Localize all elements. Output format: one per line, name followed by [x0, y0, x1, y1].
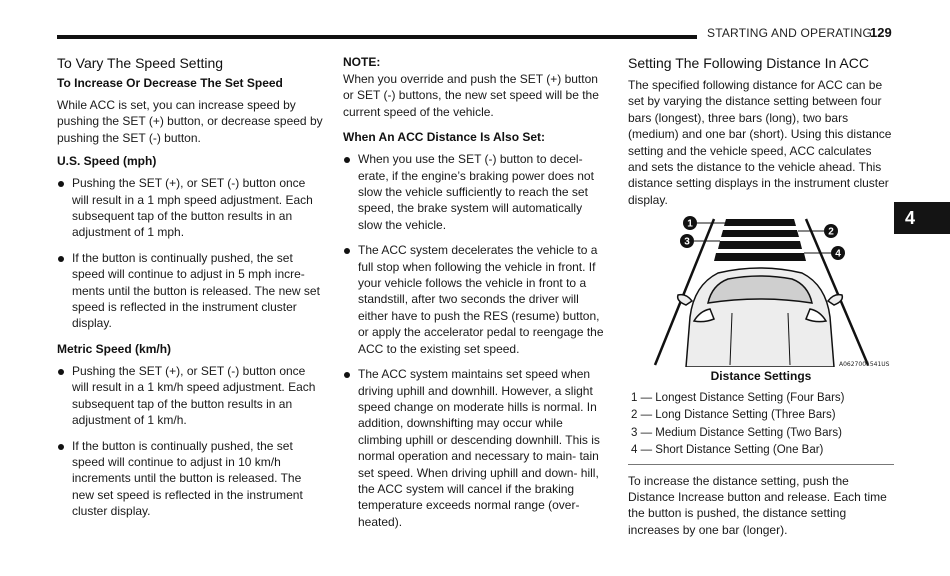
subsection-title: To Increase Or Decrease The Set Speed — [57, 76, 283, 90]
section-title: To Vary The Speed Setting — [57, 55, 224, 71]
intro-paragraph: The specified following distance for ACC can be set by varying the distance setting between four bars (longest), three bars (long), two bars (medium) and one bar (short). Using this distance setting and the vehicle speed, ACC calculates and sets the distance to the vehicle ahead. This distance setting displays in the instrument cluster display. — [628, 78, 892, 207]
us-speed-list — [57, 175, 325, 332]
figure-code: A0627001541US — [839, 361, 890, 369]
column-middle — [343, 54, 609, 539]
column-right — [628, 54, 894, 545]
distance-bar-3 — [718, 241, 802, 249]
intro-paragraph: While ACC is set, you can increase speed by pushing the SET (+) button, or decrease speed by pushing the SET (-) button. — [57, 98, 323, 145]
legend-item: 1 — Longest Distance Setting (Four Bars) — [631, 391, 845, 404]
list-item: The ACC system decelerates the vehicle to a full stop when following the vehicle in front. If your vehicle follows the vehicle in front to a standstill, after two seconds the driver will either have to push the RES (resume) button, or apply the accelerator pedal to reengage the ACC to the existing set speed. — [343, 242, 609, 357]
callout-1-label: 1 — [687, 218, 693, 230]
callout-2-label: 2 — [828, 226, 834, 238]
callout-1 — [683, 216, 697, 230]
figure-legend — [628, 390, 894, 465]
column-left — [57, 54, 325, 529]
acc-distance-list — [343, 151, 609, 530]
distance-settings-figure — [628, 215, 894, 367]
chapter-tab — [894, 202, 950, 234]
distance-settings-illustration — [628, 215, 894, 367]
distance-bar-4 — [714, 253, 806, 261]
legend-item: 4 — Short Distance Setting (One Bar) — [631, 444, 824, 457]
callout-3-label: 3 — [684, 236, 690, 248]
distance-bar-1 — [724, 219, 796, 226]
note-text: When you override and push the SET (+) button or SET (-) buttons, the new set speed will be the current speed of the vehicle. — [343, 72, 599, 119]
note-heading: NOTE: — [343, 55, 381, 69]
metric-speed-heading: Metric Speed (km/h) — [57, 341, 172, 356]
list-item: If the button is continually pushed, the set speed will continue to adjust in 10 km/h increments until the button is released. The new set speed is reflected in the instrument cluster display. — [57, 438, 325, 520]
page-number: 129 — [870, 25, 892, 40]
legend-item: 3 — Medium Distance Setting (Two Bars) — [631, 426, 842, 439]
figure-caption: Distance Settings — [710, 369, 812, 384]
list-item: The ACC system maintains set speed when driving uphill and downhill. However, a slight speed change on moderate hills is normal. In addition, downshifting may occur while climbing uphill or descending downhill. This is normal operation and necessary to main- tain set speed. When driving uphill and down- hill, the ACC system will cancel if the braking temperature exceeds normal range (over- heated). — [343, 366, 609, 530]
outro-paragraph: To increase the distance setting, push the Distance Increase button and release. Each time the button is pushed, the distance setting increases by one bar (longer). — [628, 473, 887, 537]
chapter-number: 4 — [905, 207, 916, 228]
callout-4 — [831, 246, 845, 260]
us-speed-heading: U.S. Speed (mph) — [57, 154, 157, 169]
list-item: If the button is continually pushed, the set speed will continue to adjust in 5 mph incre- ments until the button is released. The new set speed is reflected in the instrument cluster display. — [57, 250, 325, 332]
header-rule — [57, 35, 697, 39]
section-title: Setting The Following Distance In ACC — [628, 55, 869, 71]
legend-item: 2 — Long Distance Setting (Three Bars) — [631, 409, 836, 422]
callout-4-label: 4 — [835, 248, 841, 260]
acc-distance-heading: When An ACC Distance Is Also Set: — [343, 130, 546, 145]
vehicle-illustration — [678, 268, 843, 367]
list-item: Pushing the SET (+), or SET (-) button once will result in a 1 km/h speed adjustment. Each subsequent tap of the button results in an adjustment of 1 km/h. — [57, 363, 325, 429]
distance-bar-2 — [721, 230, 799, 237]
list-item: Pushing the SET (+), or SET (-) button once will result in a 1 mph speed adjustment. Each subsequent tap of the button results in an adjustment of 1 mph. — [57, 175, 325, 241]
callout-2 — [824, 224, 838, 238]
callout-3 — [680, 234, 694, 248]
list-item: When you use the SET (-) button to decel- erate, if the engine’s braking power does not slow the vehicle sufficiently to reach the set speed, the brake system will automatically slow the vehicle. — [343, 151, 609, 233]
running-header: STARTING AND OPERATING — [707, 26, 873, 40]
metric-speed-list — [57, 363, 325, 520]
